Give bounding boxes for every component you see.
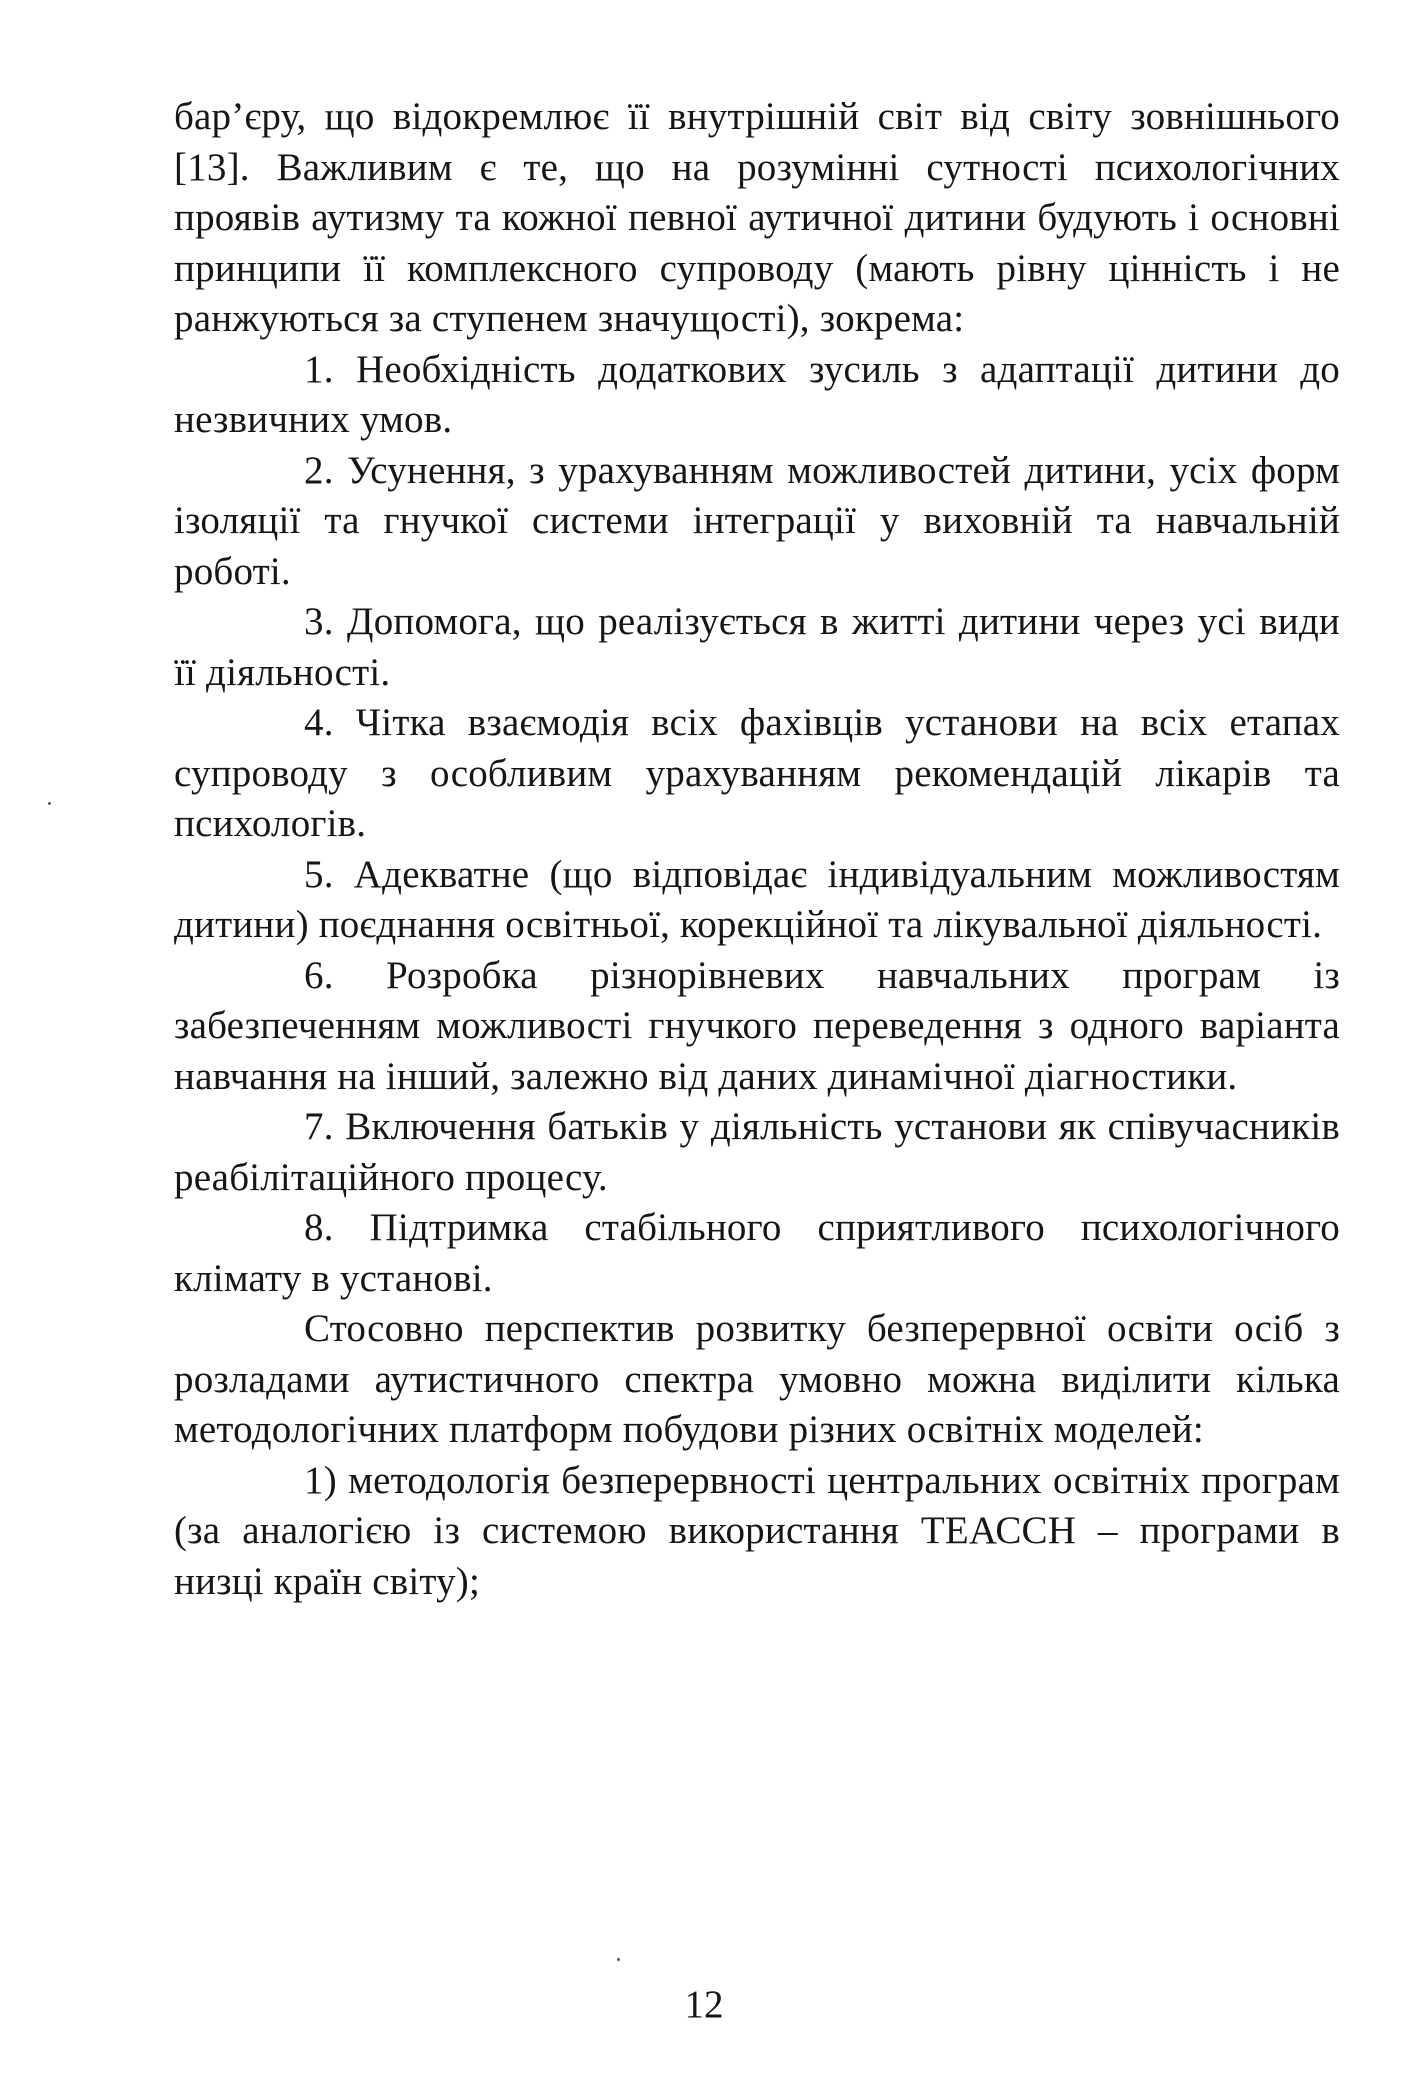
- page-body: [174, 92, 1340, 1607]
- principle-item: 8. Підтримка стабільного сприятливого психологічного клімату в установі.: [174, 1206, 1340, 1300]
- platform-item: 1) методологія безперервності центральних освітніх програм (за аналогією із системою використання ТЕАССН – програми в низці країн світу);: [174, 1458, 1340, 1603]
- page-number: 12: [684, 1983, 724, 2026]
- scan-speck: [617, 1958, 620, 1961]
- principle-item: 4. Чітка взаємодія всіх фахівців установи на всіх етапах супроводу з особливим урахуванням рекомендацій лікарів та психологів.: [174, 701, 1340, 845]
- perspectives-paragraph: Стосовно перспектив розвитку безперервної освіти осіб з розладами аутистичного спектра умовно можна виділити кілька методологічних платформ побудови різних освітніх моделей:: [174, 1307, 1340, 1451]
- principle-item: 3. Допомога, що реалізується в житті дитини через усі види її діяльності.: [174, 600, 1340, 694]
- principle-item: 6. Розробка різнорівневих навчальних програм із забезпеченням можливості гнучкого переведення з одного варіанта навчання на інший, залежно від даних динамічної діагностики.: [174, 953, 1340, 1098]
- scan-speck: [48, 802, 51, 805]
- principle-item: 5. Адекватне (що відповідає індивідуальним можливостям дитини) поєднання освітньої, корекційної та лікувальної діяльності.: [174, 852, 1340, 946]
- principle-item: 1. Необхідність додаткових зусиль з адаптації дитини до незвичних умов.: [174, 347, 1340, 441]
- principle-item: 2. Усунення, з урахуванням можливостей дитини, усіх форм ізоляції та гнучкої системи інтеграції у виховній та навчальній роботі.: [174, 448, 1340, 593]
- principle-item: 7. Включення батьків у діяльність установи як співучасників реабілітаційного процесу.: [174, 1105, 1340, 1199]
- intro-paragraph: бар’єру, що відокремлює її внутрішній світ від світу зовнішнього [13]. Важливим є те, що на розумінні сутності психологічних проявів аутизму та кожної певної аутичної дитини будують і основні принципи її комплексного супроводу (мають рівну цінність і не ранжуються за ступенем значущості), зокрема:: [174, 95, 1340, 340]
